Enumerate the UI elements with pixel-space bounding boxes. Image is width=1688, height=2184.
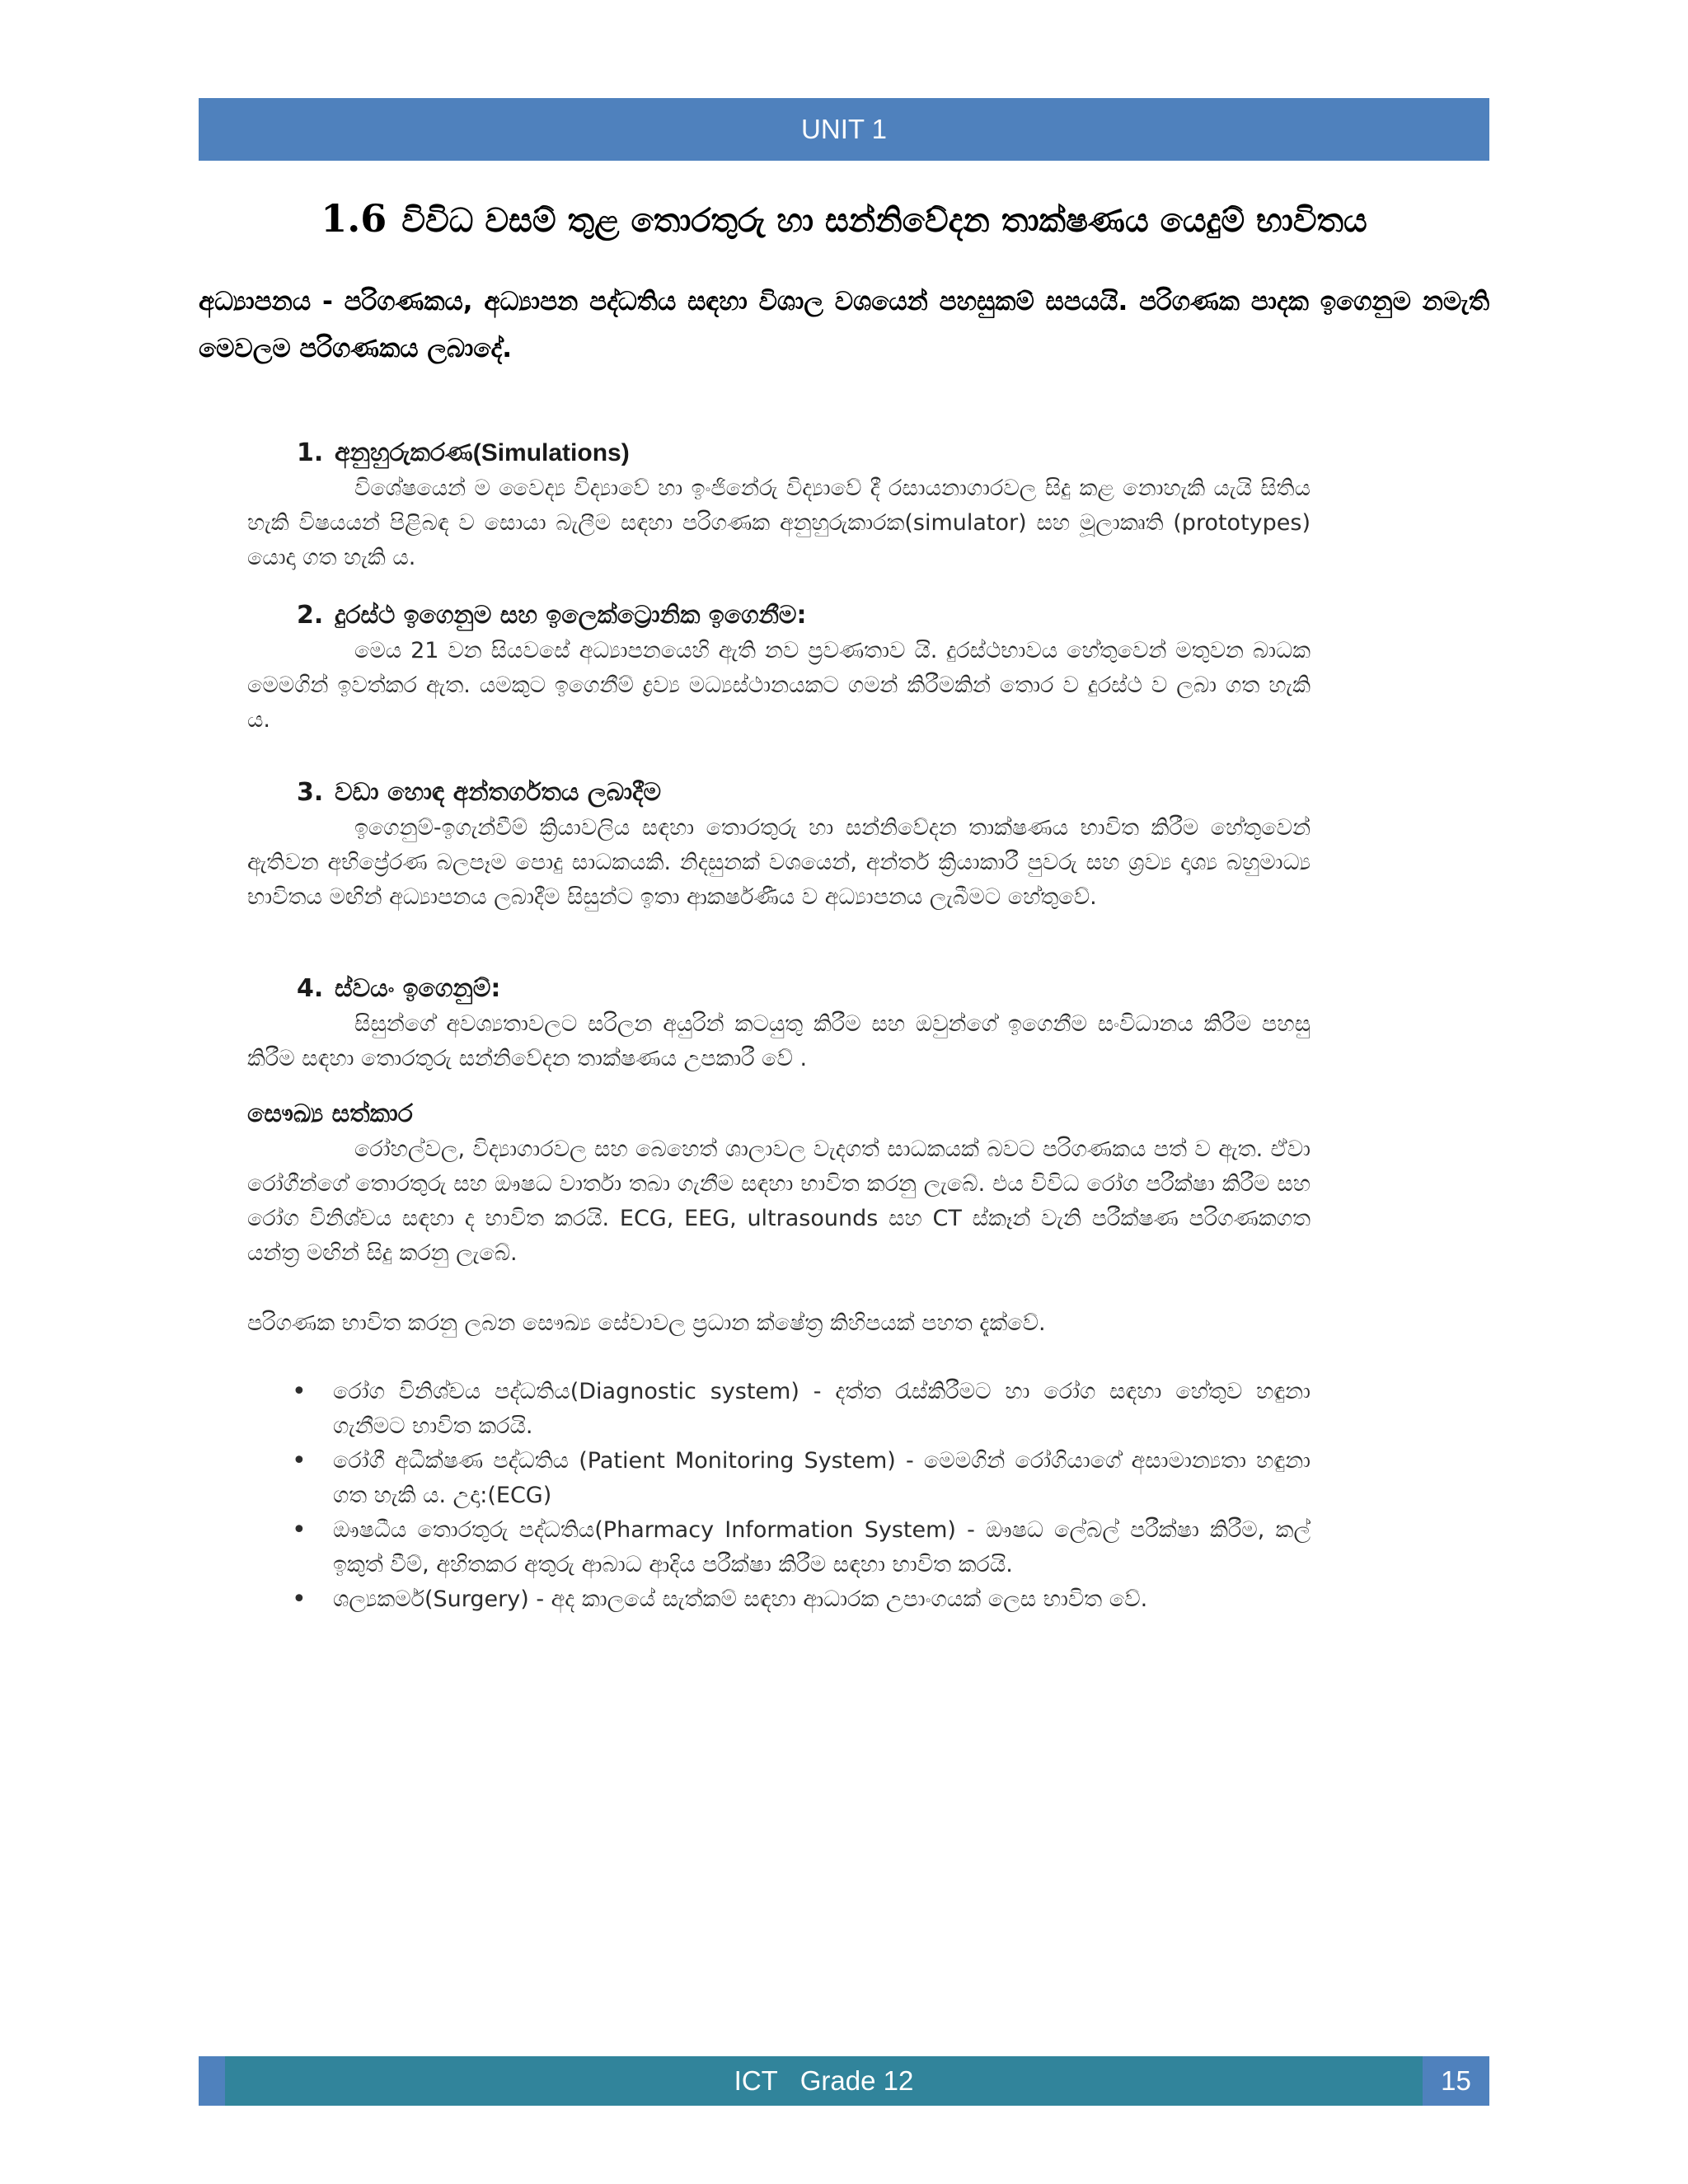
health-body: රෝහල්වල, විද්‍යාගාරවල සහ බෙහෙත් ශාලාවල වැදගත් සාධකයක් බවට පරිගණකය පත් ව ඇත. ඒවා රෝගීන්ගේ තොරතුරු සහ ඖෂධ වාර්තා තබා ගැනීම සඳහා භාවිත කරනු ලැබේ. එය විවිධ රෝග පරීක්ෂා කිරීම සහ රෝග විනිශ්චය සඳහා ද භාවිත කරයි. ECG, EEG, ultrasounds සහ CT ස්කෑන් වැනි පරීක්ෂණ පරිගණකගත යන්ත්‍ර මඟින් සිදු කරනු ලැබේ. [247, 1137, 1311, 1266]
section-distance-learning [247, 598, 1311, 738]
section-heading [297, 971, 1311, 1007]
section-heading-number: 2. [297, 601, 324, 630]
unit-label: UNIT 1 [801, 114, 887, 144]
section-heading-text: ස්වයං ඉගෙනුම් [335, 974, 491, 1003]
bullet-icon: • [292, 1377, 307, 1406]
bullet-icon: • [292, 1516, 307, 1544]
section-number: 1.6 [321, 196, 387, 241]
intro-paragraph: අධ්‍යාපනය - පරිගණකය, අධ්‍යාපන පද්ධතිය සඳහා විශාල වශයෙන් පහසුකම් සපයයි. පරිගණක පාදක ඉගෙනුම නමැති මෙවලම පරිගණකය ලබාදේ. [199, 287, 1489, 363]
scanned-content [247, 429, 1311, 1714]
footer-bar [225, 2056, 1423, 2106]
page-number [1423, 2056, 1489, 2106]
section-heading [297, 435, 1311, 471]
section-heading-number: 1. [297, 438, 324, 467]
footer-label: ICT Grade 12 [734, 2065, 914, 2096]
section-body: විශේෂයෙන් ම වෛද්‍ය විද්‍යාවේ හා ඉංජිනේරු විද්‍යාවේ දී රසායනාගාරවල සිදු කළ නොහැකි යැයි සිතිය හැකි විෂයයන් පිළිබඳ ව සොයා බැලීම සඳහා පරිගණක අනුහුරුකාරක(simulator) සහ මූලාකෘති (prototypes) යොදා ගත හැකි ය. [247, 476, 1311, 570]
section-heading [297, 598, 1311, 634]
section-heading-text: වඩා හොඳ අන්තර්ගතය ලබාදීම [335, 778, 662, 807]
section-body: ඉගෙනුම්-ඉගැන්වීම් ක්‍රියාවලිය සඳහා තොරතුරු හා සන්නිවේදන තාක්ෂණය භාවිත කිරීම හේතුවෙන් ඇතිවන අභිප්‍රේරණ බලපෑම පොදු සාධකයකි. නිදසුනක් වශයෙන්, අන්තර් ක්‍රියාකාරී පුවරු සහ ශ්‍රව්‍ය දෘශ්‍ය බහුමාධ්‍ය භාවිතය මඟින් අධ්‍යාපනය ලබාදීම සිසුන්ට ඉතා ආකර්ෂණීය ව අධ්‍යාපනය ලැබීමට හේතුවේ. [247, 815, 1311, 910]
list-item-text: ඖෂධීය තොරතුරු පද්ධතිය(Pharmacy Information System) - ඖෂධ ලේබල් පරීක්ෂා කිරීම, කල් ඉකුත් වීම්, අහිතකර අතුරු ආබාධ ආදිය පරීක්ෂා කිරීම සඳහා භාවිත කරයි. [333, 1517, 1311, 1577]
list-item [292, 1513, 1311, 1582]
section-heading-text: අනුහුරුකරණ [335, 438, 473, 467]
section-health-care [247, 1096, 1311, 1271]
page-number-text: 15 [1441, 2065, 1471, 2096]
section-heading-text: දුරස්ථ ඉගෙනුම සහ ඉලෙක්ට්‍රොනික ඉගෙනීම [335, 601, 797, 630]
health-lead [247, 1306, 1311, 1341]
bullet-icon: • [292, 1585, 307, 1614]
section-heading-en: : [796, 601, 807, 630]
section-title-text: විවිධ වසම් තුළ තොරතුරු හා සන්නිවේදන තාක්ෂණය යෙදුම් භාවිතය [401, 201, 1367, 240]
section-heading-number: 4. [297, 974, 324, 1003]
health-list [247, 1375, 1311, 1617]
section-heading-en: : [490, 974, 501, 1003]
section-body: සිසුන්ගේ අවශ්‍යතාවලට සරිලන අයුරින් කටයුතු කිරීම සහ ඔවුන්ගේ ඉගෙනීම සංවිධානය කිරීම පහසු කිරීම සඳහා තොරතුරු සන්නිවේදන තාක්ෂණය උපකාරී වේ . [247, 1011, 1311, 1071]
section-heading [297, 775, 1311, 811]
section-heading-en: (Simulations) [472, 439, 630, 466]
list-item [292, 1375, 1311, 1444]
section-simulations [247, 435, 1311, 575]
footer-left-block [199, 2056, 225, 2106]
section-self-learning [247, 971, 1311, 1076]
list-item-text: ශල්‍යකර්ම(Surgery) - අද කාලයේ සැත්කම් සඳහා ආධාරක උපාංගයක් ලෙස භාවිත වේ. [333, 1586, 1148, 1612]
health-lead-text: පරිගණක භාවිත කරනු ලබන සෞඛ්‍ය සේවාවල ප්‍රධාන ක්ෂේත්‍ර කිහිපයක් පහත දැක්වේ. [247, 1310, 1046, 1336]
section-heading-number: 3. [297, 778, 324, 807]
section-body: මෙය 21 වන සියවසේ අධ්‍යාපනයෙහි ඇති නව ප්‍රවණතාව යි. දුරස්ථභාවය හේතුවෙන් මතුවන බාධක මෙමගින් ඉවත්කර ඇත. යමකුට ඉගෙනීම් ද්‍රව්‍ය මධ්‍යස්ථානයකට ගමන් කිරීමකින් තොර ව දුරස්ථ ව ලබා ගත හැකි ය. [247, 638, 1311, 733]
list-item-text: රෝග විනිශ්චය පද්ධතිය(Diagnostic system) - දත්ත රැස්කිරීමට හා රෝග සඳහා හේතුව හඳුනා ගැනීමට භාවිත කරයි. [333, 1379, 1311, 1439]
list-item [292, 1444, 1311, 1513]
section-better-content [247, 775, 1311, 915]
list-item [292, 1582, 1311, 1617]
section-title [199, 196, 1489, 241]
bullet-icon: • [292, 1446, 307, 1475]
health-heading: සෞඛ්‍ය සත්කාර [247, 1099, 413, 1128]
unit-header-bar [199, 98, 1489, 161]
list-item-text: රෝගී අධීක්ෂණ පද්ධතිය (Patient Monitoring System) - මෙමගින් රෝගියාගේ අසාමාන්‍යතා හඳුනා ගත හැකි ය. උදා:(ECG) [333, 1448, 1311, 1508]
